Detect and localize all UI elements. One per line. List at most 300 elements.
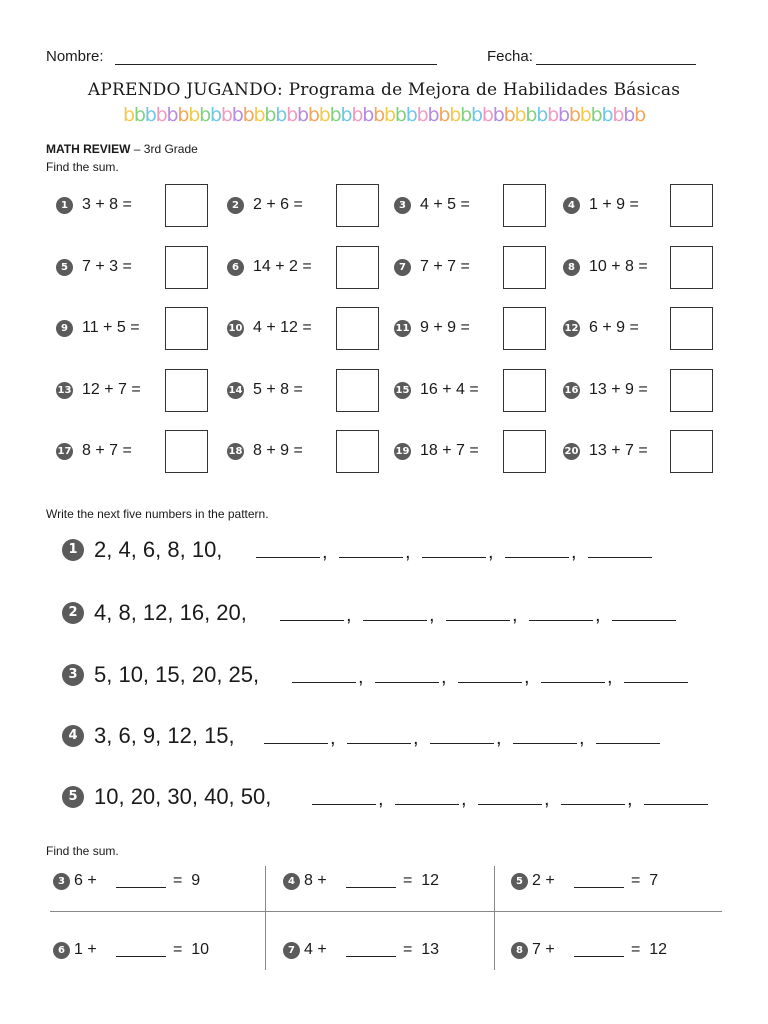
plus-sign: + xyxy=(270,258,290,275)
section1-heading xyxy=(46,142,198,156)
answer-box[interactable] xyxy=(670,430,713,473)
addition-expression xyxy=(253,258,312,276)
pattern-answer-blank[interactable] xyxy=(513,743,577,744)
addition-expression xyxy=(420,442,479,460)
answer-box[interactable] xyxy=(670,246,713,289)
problem-number-badge: 9 xyxy=(56,320,73,337)
missing-addend-blank[interactable] xyxy=(116,887,166,888)
decor-letter: b xyxy=(155,104,167,126)
decor-letter: b xyxy=(307,104,319,126)
decor-letter: b xyxy=(460,104,471,126)
problem-number-badge: 17 xyxy=(56,443,73,460)
equals-sign: = xyxy=(289,381,303,398)
addend-b: 9 xyxy=(625,381,634,398)
plus-sign: + xyxy=(597,319,617,336)
addend-a: 7 xyxy=(532,941,541,958)
problem-number-badge: 7 xyxy=(394,259,411,276)
equals-sign: = xyxy=(625,319,639,336)
decor-letter: b xyxy=(340,104,352,126)
equals-sign: = xyxy=(633,258,648,275)
addend-a: 4 xyxy=(420,196,429,213)
pattern-answer-blank[interactable] xyxy=(446,620,510,621)
decor-letter: b xyxy=(503,104,515,126)
addend-a: 2 xyxy=(532,872,541,889)
answer-box[interactable] xyxy=(670,307,713,350)
addend-expression xyxy=(532,941,555,959)
plus-sign: + xyxy=(82,872,97,889)
addend-a: 5 xyxy=(253,381,262,398)
addend-b: 4 xyxy=(456,381,465,398)
decor-letter: b xyxy=(634,104,645,126)
decor-letter: b xyxy=(188,104,200,126)
addend-a: 14 xyxy=(253,258,271,275)
decor-letter: b xyxy=(210,104,221,126)
addend-a: 6 xyxy=(589,319,598,336)
addition-expression xyxy=(253,319,312,337)
decor-letter: b xyxy=(362,104,374,126)
decor-letter: b xyxy=(177,104,189,126)
addend-b: 6 xyxy=(280,196,290,213)
comma-separator: , xyxy=(512,604,518,626)
decor-letter: b xyxy=(416,104,428,126)
problem-number-badge: 1 xyxy=(56,197,73,214)
answer-box[interactable] xyxy=(336,184,379,227)
decor-letter: b xyxy=(373,104,384,126)
addend-a: 8 xyxy=(82,442,91,459)
comma-separator: , xyxy=(441,666,447,688)
pattern-answer-blank[interactable] xyxy=(505,557,569,558)
section1-instruction: Find the sum. xyxy=(46,160,119,174)
problem-number-badge: 14 xyxy=(227,382,244,399)
addend-a: 7 xyxy=(82,258,91,275)
table-divider-vertical-1 xyxy=(265,866,266,970)
plus-sign: + xyxy=(540,941,555,958)
decor-letter: b xyxy=(133,104,145,126)
result-expression xyxy=(173,872,200,890)
addend-b: 9 xyxy=(616,319,626,336)
plus-sign: + xyxy=(261,319,281,336)
addend-expression xyxy=(304,941,327,959)
sum-result: 10 xyxy=(191,941,210,958)
problem-number-badge: 15 xyxy=(394,382,411,399)
plus-sign: + xyxy=(606,442,626,459)
pattern-answer-blank[interactable] xyxy=(596,743,660,744)
decor-letter: b xyxy=(438,104,450,126)
addition-expression xyxy=(589,319,639,337)
addend-a: 13 xyxy=(589,442,607,459)
equals-sign: = xyxy=(173,941,192,958)
plus-sign: + xyxy=(437,381,457,398)
equals-sign: = xyxy=(633,442,648,459)
addition-expression xyxy=(589,258,648,276)
comma-separator: , xyxy=(429,604,435,626)
problem-number-badge: 6 xyxy=(227,259,244,276)
addend-b: 3 xyxy=(109,258,119,275)
comma-separator: , xyxy=(346,604,352,626)
addend-a: 1 xyxy=(74,941,83,958)
decor-letter: b xyxy=(286,104,297,126)
problem-number-badge: 10 xyxy=(227,320,244,337)
addend-b: 7 xyxy=(625,442,634,459)
problem-number-badge: 3 xyxy=(53,873,70,890)
pattern-number-badge: 3 xyxy=(62,664,84,686)
equals-sign: = xyxy=(126,381,141,398)
addend-a: 1 xyxy=(589,196,598,213)
pattern-sequence: 3, 6, 9, 12, 15, xyxy=(94,723,235,748)
problem-number-badge: 11 xyxy=(394,320,411,337)
equals-sign: = xyxy=(464,442,479,459)
comma-separator: , xyxy=(544,788,550,810)
pattern-answer-blank[interactable] xyxy=(422,557,486,558)
answer-box[interactable] xyxy=(503,246,546,289)
problem-number-badge: 4 xyxy=(283,873,300,890)
decor-letter: b xyxy=(253,104,265,126)
problem-number-badge: 7 xyxy=(283,942,300,959)
plus-sign: + xyxy=(540,872,555,889)
decor-letter: b xyxy=(481,104,493,126)
addend-a: 12 xyxy=(82,381,100,398)
addend-a: 4 xyxy=(304,941,313,958)
decor-letter: b xyxy=(318,104,330,126)
comma-separator: , xyxy=(595,604,601,626)
addition-expression xyxy=(420,319,470,337)
addition-expression xyxy=(420,381,479,399)
addition-expression xyxy=(420,258,470,276)
answer-box[interactable] xyxy=(336,246,379,289)
addition-expression xyxy=(82,196,132,214)
table-divider-horizontal xyxy=(50,911,722,912)
plus-sign: + xyxy=(82,941,97,958)
plus-sign: + xyxy=(261,381,281,398)
addend-expression xyxy=(532,872,555,890)
addend-b: 9 xyxy=(447,319,457,336)
addition-expression xyxy=(420,196,470,214)
missing-addend-blank[interactable] xyxy=(346,887,396,888)
equals-sign: = xyxy=(456,258,470,275)
comma-separator: , xyxy=(322,541,328,563)
decor-letter: b xyxy=(612,104,624,126)
addend-b: 8 xyxy=(280,381,290,398)
decor-letter: b xyxy=(144,104,156,126)
decor-letter: b xyxy=(264,104,276,126)
result-expression xyxy=(403,872,439,890)
equals-sign: = xyxy=(125,319,140,336)
answer-box[interactable] xyxy=(336,369,379,412)
addition-expression xyxy=(589,442,648,460)
addend-b: 5 xyxy=(116,319,126,336)
section1-heading-bold: MATH REVIEW xyxy=(46,142,131,156)
decor-letter: b xyxy=(525,104,537,126)
addend-a: 11 xyxy=(82,319,99,336)
addend-b: 8 xyxy=(109,196,119,213)
plus-sign: + xyxy=(98,319,117,336)
pattern-answer-blank[interactable] xyxy=(612,620,676,621)
addend-a: 7 xyxy=(420,258,429,275)
addition-expression xyxy=(82,381,141,399)
addend-b: 7 xyxy=(456,442,465,459)
sum-result: 13 xyxy=(421,941,440,958)
addend-b: 7 xyxy=(109,442,119,459)
plus-sign: + xyxy=(428,319,448,336)
equals-sign: = xyxy=(118,196,132,213)
section3-instruction: Find the sum. xyxy=(46,844,119,858)
addend-a: 8 xyxy=(253,442,262,459)
sum-result: 12 xyxy=(421,872,440,889)
pattern-answer-blank[interactable] xyxy=(588,557,652,558)
decor-letter: b xyxy=(329,104,341,126)
pattern-answer-blank[interactable] xyxy=(256,557,320,558)
equals-sign: = xyxy=(631,941,650,958)
comma-separator: , xyxy=(627,788,633,810)
plus-sign: + xyxy=(261,196,281,213)
section1-heading-rest: – 3rd Grade xyxy=(130,142,198,156)
pattern-answer-blank[interactable] xyxy=(264,743,328,744)
addend-a: 6 xyxy=(74,872,83,889)
comma-separator: , xyxy=(358,666,364,688)
answer-box[interactable] xyxy=(670,369,713,412)
addend-b: 5 xyxy=(447,196,457,213)
addition-expression xyxy=(253,196,303,214)
decor-letter: b xyxy=(514,104,526,126)
pattern-answer-blank[interactable] xyxy=(458,682,522,683)
answer-box[interactable] xyxy=(165,184,208,227)
pattern-answer-blank[interactable] xyxy=(541,682,605,683)
missing-addend-blank[interactable] xyxy=(346,956,396,957)
addend-b: 12 xyxy=(280,319,298,336)
problem-number-badge: 20 xyxy=(563,443,580,460)
comma-separator: , xyxy=(579,727,585,749)
addend-a: 3 xyxy=(82,196,91,213)
plus-sign: + xyxy=(99,381,119,398)
addition-expression xyxy=(253,442,303,460)
decor-letter: b xyxy=(199,104,210,126)
problem-number-badge: 5 xyxy=(56,259,73,276)
equals-sign: = xyxy=(118,258,132,275)
problem-number-badge: 2 xyxy=(227,197,244,214)
answer-box[interactable] xyxy=(336,430,379,473)
pattern-sequence: 4, 8, 12, 16, 20, xyxy=(94,600,247,625)
answer-box[interactable] xyxy=(503,307,546,350)
plus-sign: + xyxy=(437,442,457,459)
answer-box[interactable] xyxy=(503,184,546,227)
addition-expression xyxy=(82,258,132,276)
plus-sign: + xyxy=(606,381,626,398)
comma-separator: , xyxy=(413,727,419,749)
comma-separator: , xyxy=(571,541,577,563)
pattern-answer-blank[interactable] xyxy=(644,804,708,805)
plus-sign: + xyxy=(312,941,327,958)
pattern-answer-blank[interactable] xyxy=(375,682,439,683)
pattern-number-badge: 4 xyxy=(62,725,84,747)
answer-box[interactable] xyxy=(670,184,713,227)
equals-sign: = xyxy=(173,872,192,889)
sum-result: 12 xyxy=(649,941,668,958)
decor-letter: b xyxy=(242,104,254,126)
date-label: Fecha: xyxy=(487,48,533,65)
decor-letter: b xyxy=(297,104,308,126)
problem-number-badge: 19 xyxy=(394,443,411,460)
comma-separator: , xyxy=(488,541,494,563)
decor-letter: b xyxy=(492,104,504,126)
addend-a: 9 xyxy=(420,319,429,336)
addition-expression xyxy=(82,442,132,460)
addend-a: 16 xyxy=(420,381,438,398)
answer-box[interactable] xyxy=(165,307,208,350)
pattern-answer-blank[interactable] xyxy=(395,804,459,805)
pattern-answer-blank[interactable] xyxy=(363,620,427,621)
name-field-row xyxy=(0,44,768,68)
decor-letter: b xyxy=(471,104,482,126)
comma-separator: , xyxy=(524,666,530,688)
decor-letter: b xyxy=(427,104,439,126)
answer-box[interactable] xyxy=(165,369,208,412)
problem-number-badge: 18 xyxy=(227,443,244,460)
plus-sign: + xyxy=(428,196,448,213)
addend-b: 8 xyxy=(625,258,634,275)
missing-addend-blank[interactable] xyxy=(116,956,166,957)
problem-number-badge: 4 xyxy=(563,197,580,214)
problem-number-badge: 8 xyxy=(563,259,580,276)
pattern-answer-blank[interactable] xyxy=(529,620,593,621)
pattern-answer-blank[interactable] xyxy=(347,743,411,744)
decor-letter: b xyxy=(558,104,569,126)
addition-expression xyxy=(589,381,648,399)
comma-separator: , xyxy=(607,666,613,688)
decor-letter: b xyxy=(547,104,558,126)
decor-letter: b xyxy=(231,104,243,126)
equals-sign: = xyxy=(625,196,639,213)
equals-sign: = xyxy=(633,381,648,398)
plus-sign: + xyxy=(312,872,327,889)
section2-instruction: Write the next five numbers in the pattern. xyxy=(46,507,269,521)
decor-letter: b xyxy=(601,104,613,126)
decor-letter: b xyxy=(351,104,363,126)
answer-box[interactable] xyxy=(336,307,379,350)
problem-number-badge: 6 xyxy=(53,942,70,959)
addend-a: 2 xyxy=(253,196,262,213)
equals-sign: = xyxy=(456,319,470,336)
pattern-answer-blank[interactable] xyxy=(292,682,356,683)
problem-number-badge: 8 xyxy=(511,942,528,959)
pattern-sequence: 5, 10, 15, 20, 25, xyxy=(94,662,260,687)
page-title: APRENDO JUGANDO: Programa de Mejora de Habilidades Básicas xyxy=(87,80,681,100)
sum-result: 9 xyxy=(191,872,201,889)
missing-addend-blank[interactable] xyxy=(574,956,624,957)
comma-separator: , xyxy=(496,727,502,749)
pattern-sequence: 2, 4, 6, 8, 10, xyxy=(94,537,223,562)
missing-addend-blank[interactable] xyxy=(574,887,624,888)
addend-expression xyxy=(304,872,327,890)
answer-box[interactable] xyxy=(165,246,208,289)
addition-expression xyxy=(589,196,639,214)
result-expression xyxy=(631,941,667,959)
equals-sign: = xyxy=(456,196,470,213)
plus-sign: + xyxy=(90,442,110,459)
problem-number-badge: 16 xyxy=(563,382,580,399)
equals-sign: = xyxy=(403,941,422,958)
addition-expression xyxy=(253,381,303,399)
answer-box[interactable] xyxy=(165,430,208,473)
pattern-answer-blank[interactable] xyxy=(624,682,688,683)
name-input-line[interactable] xyxy=(115,64,437,65)
equals-sign: = xyxy=(631,872,650,889)
addend-a: 18 xyxy=(420,442,438,459)
addend-b: 2 xyxy=(289,258,298,275)
decor-letter: b xyxy=(449,104,461,126)
pattern-number-badge: 2 xyxy=(62,602,84,624)
decor-letter: b xyxy=(405,104,417,126)
pattern-answer-blank[interactable] xyxy=(280,620,344,621)
pattern-number-badge: 1 xyxy=(62,539,84,561)
addend-b: 7 xyxy=(118,381,127,398)
problem-number-badge: 5 xyxy=(511,873,528,890)
result-expression xyxy=(173,941,209,959)
comma-separator: , xyxy=(405,541,411,563)
addend-a: 8 xyxy=(304,872,313,889)
decor-letter: b xyxy=(384,104,395,126)
table-divider-vertical-2 xyxy=(494,866,495,970)
addition-expression xyxy=(82,319,140,337)
decorative-letters-banner xyxy=(0,104,768,126)
comma-separator: , xyxy=(461,788,467,810)
equals-sign: = xyxy=(464,381,479,398)
decor-letter: b xyxy=(166,104,178,126)
equals-sign: = xyxy=(118,442,132,459)
date-input-line[interactable] xyxy=(536,64,696,65)
answer-box[interactable] xyxy=(503,369,546,412)
addend-a: 10 xyxy=(589,258,607,275)
sum-result: 7 xyxy=(649,872,659,889)
decor-letter: b xyxy=(590,104,602,126)
addend-expression xyxy=(74,941,97,959)
decor-letter: b xyxy=(275,104,287,126)
comma-separator: , xyxy=(330,727,336,749)
plus-sign: + xyxy=(606,258,626,275)
equals-sign: = xyxy=(297,258,312,275)
equals-sign: = xyxy=(297,319,312,336)
plus-sign: + xyxy=(428,258,448,275)
equals-sign: = xyxy=(289,442,303,459)
equals-sign: = xyxy=(403,872,422,889)
decor-letter: b xyxy=(123,104,134,126)
plus-sign: + xyxy=(90,196,110,213)
result-expression xyxy=(403,941,439,959)
problem-number-badge: 12 xyxy=(563,320,580,337)
pattern-answer-blank[interactable] xyxy=(561,804,625,805)
equals-sign: = xyxy=(289,196,303,213)
answer-box[interactable] xyxy=(503,430,546,473)
decor-letter: b xyxy=(579,104,591,126)
addend-a: 13 xyxy=(589,381,607,398)
result-expression xyxy=(631,872,658,890)
decor-letter: b xyxy=(623,104,635,126)
decor-letter: b xyxy=(394,104,406,126)
pattern-answer-blank[interactable] xyxy=(339,557,403,558)
comma-separator: , xyxy=(378,788,384,810)
name-label: Nombre: xyxy=(46,48,104,65)
problem-number-badge: 3 xyxy=(394,197,411,214)
pattern-answer-blank[interactable] xyxy=(430,743,494,744)
problem-number-badge: 13 xyxy=(56,382,73,399)
pattern-sequence: 10, 20, 30, 40, 50, xyxy=(94,784,272,809)
addend-a: 4 xyxy=(253,319,262,336)
decor-letter: b xyxy=(220,104,232,126)
addend-b: 9 xyxy=(616,196,626,213)
plus-sign: + xyxy=(597,196,617,213)
pattern-answer-blank[interactable] xyxy=(478,804,542,805)
pattern-answer-blank[interactable] xyxy=(312,804,376,805)
addend-expression xyxy=(74,872,97,890)
